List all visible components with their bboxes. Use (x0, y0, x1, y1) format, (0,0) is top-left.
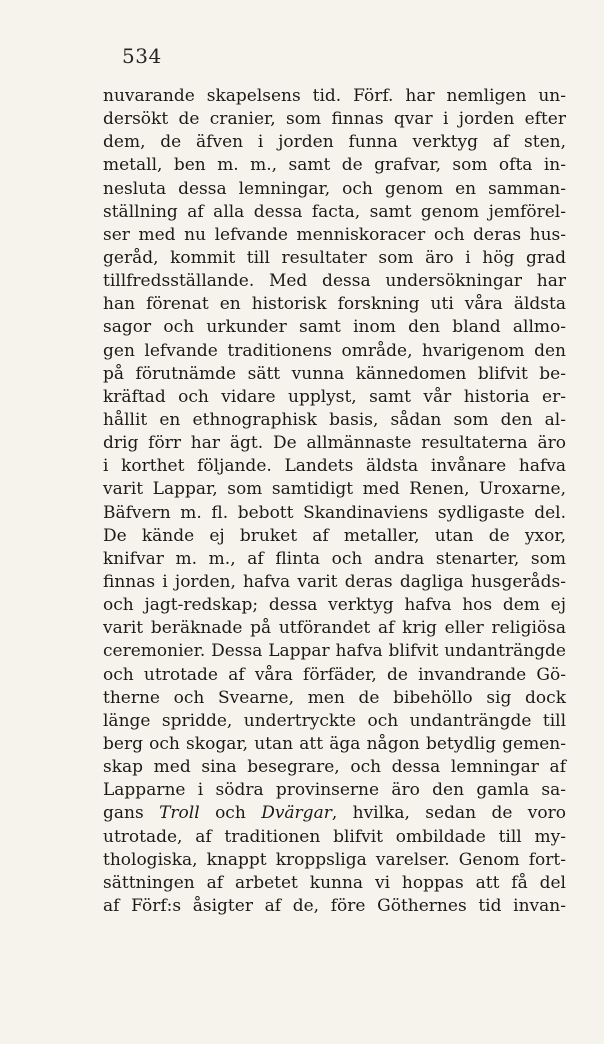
text-line: therne och Svearne, men de bibehöllo sig dock (103, 687, 566, 708)
text-line: på förutnämde sätt vunna kännedomen blifvit be- (103, 363, 566, 384)
text-line: dersökt de cranier, som finnas qvar i jorden efter (103, 109, 566, 130)
text-line: knifvar m. m., af flinta och andra stenarter, som (103, 548, 566, 569)
text-line: hållit en ethnographisk basis, sådan som den al- (103, 409, 566, 430)
text-line: nesluta dessa lemningar, och genom en samman- (103, 178, 566, 199)
body-text (103, 85, 566, 918)
text-line: gans Troll och Dvärgar, hvilka, sedan de voro (103, 803, 566, 824)
text-line: och jagt-redskap; dessa verktyg hafva hos dem ej (103, 595, 566, 616)
text-line: kräftad och vidare upplyst, samt vår historia er- (103, 386, 566, 407)
text-line: ser med nu lefvande menniskoracer och deras hus- (103, 224, 566, 245)
italic-term: Troll (159, 803, 200, 824)
text-line: Bäfvern m. fl. bebott Skandinaviens sydligaste del. (103, 502, 566, 523)
text-line: dem, de äfven i jorden funna verktyg af sten, (103, 132, 566, 153)
text-line: skap med sina besegrare, och dessa lemningar af (103, 757, 566, 778)
italic-term: Dvärgar (261, 803, 332, 824)
text-line: Lapparne i södra provinserne äro den gamla sa- (103, 780, 566, 801)
text-line: De kände ej bruket af metaller, utan de yxor, (103, 525, 566, 546)
text-line: metall, ben m. m., samt de grafvar, som ofta in- (103, 155, 566, 176)
text-line: gen lefvande traditionens område, hvarigenom den (103, 340, 566, 361)
text-line: tillfredsställande. Med dessa undersökningar har (103, 271, 566, 292)
text-line: berg och skogar, utan att äga någon betydlig gemen- (103, 733, 566, 754)
text-line: länge spridde, undertryckte och undanträngde till (103, 710, 566, 731)
text-line: thologiska, knappt kroppsliga varelser. Genom fort- (103, 849, 566, 870)
text-line: ställning af alla dessa facta, samt genom jemförel- (103, 201, 566, 222)
text-line: sagor och urkunder samt inom den bland allmo- (103, 317, 566, 338)
text-line: drig förr har ägt. De allmännaste resultaterna äro (103, 433, 566, 454)
text-line: sättningen af arbetet kunna vi hoppas att få del (103, 872, 566, 893)
text-line: nuvarande skapelsens tid. Förf. har nemligen un- (103, 86, 566, 106)
text-line: af Förf:s åsigter af de, före Göthernes tid invan- (103, 895, 566, 916)
text-line: och utrotade af våra förfäder, de invandrande Gö- (103, 664, 566, 685)
text-line: geråd, kommit till resultater som äro i hög grad (103, 247, 566, 268)
text-line: finnas i jorden, hafva varit deras dagliga husgeråds- (103, 571, 566, 592)
text-line: ceremonier. Dessa Lappar hafva blifvit undanträngde (103, 641, 566, 662)
text-line: han förenat en historisk forskning uti våra äldsta (103, 294, 566, 315)
text-line: utrotade, af traditionen blifvit ombildade till my- (103, 826, 566, 847)
text-line: i korthet följande. Landets äldsta invånare hafva (103, 456, 566, 477)
text-line: varit Lappar, som samtidigt med Renen, Uroxarne, (103, 479, 566, 500)
text-line: varit beräknade på utförandet af krig eller religiösa (103, 618, 566, 639)
page-number: 534 (122, 44, 162, 68)
